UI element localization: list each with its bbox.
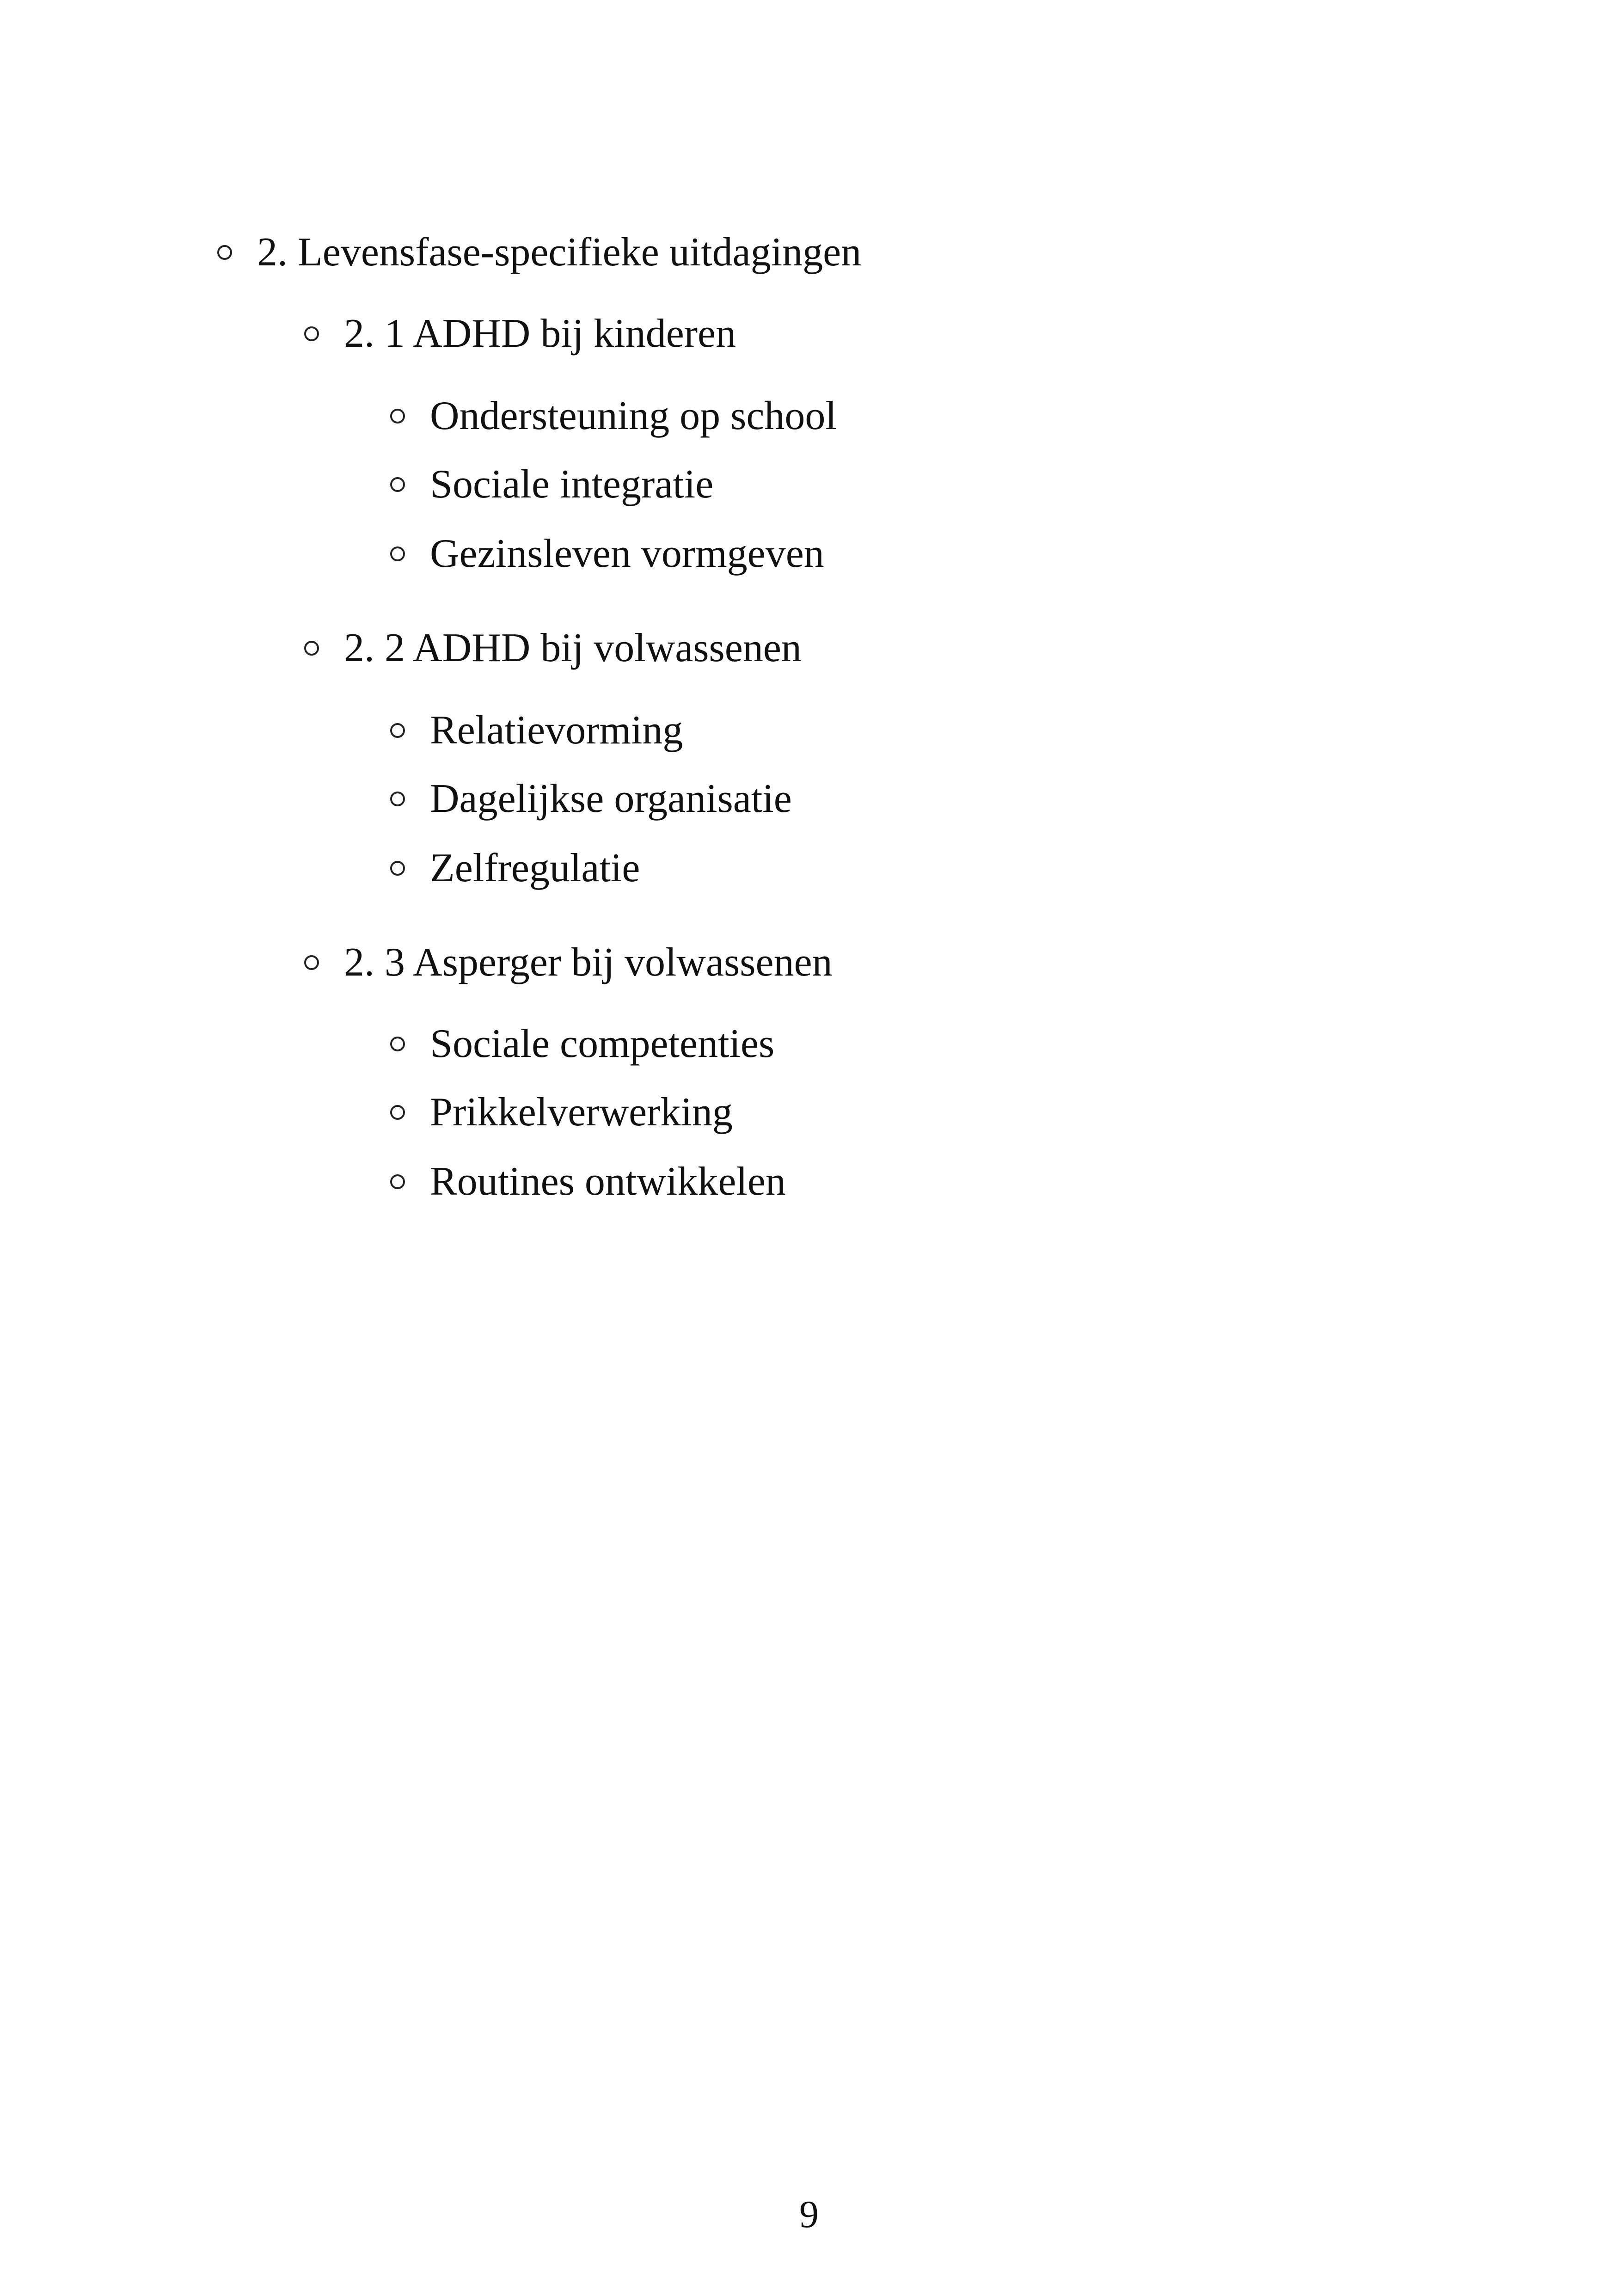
hollow-circle-icon: [390, 409, 405, 424]
hollow-circle-icon: [304, 326, 319, 341]
outline-item: [390, 848, 640, 889]
hollow-circle-icon: [390, 477, 405, 492]
hollow-circle-icon: [304, 955, 319, 970]
outline-item-label: Routines ontwikkelen: [430, 1159, 786, 1204]
outline-item: [390, 464, 713, 505]
subsection-title: 2. 1 ADHD bij kinderen: [344, 311, 736, 356]
section-title: 2. Levensfase-specifieke uitdagingen: [257, 230, 862, 275]
outline-item: [390, 1092, 733, 1133]
hollow-circle-icon: [390, 1174, 405, 1189]
outline-item: [390, 531, 824, 576]
subsection-title: 2. 3 Asperger bij volwassenen: [344, 940, 833, 985]
hollow-circle-icon: [390, 1105, 405, 1120]
outline-item-subsection: [304, 313, 736, 354]
outline-item-subsection: [304, 942, 833, 983]
outline-item: [390, 393, 837, 438]
outline-item-label: Sociale competenties: [430, 1021, 775, 1066]
subsection-title: 2. 2 ADHD bij volwassenen: [344, 626, 802, 670]
outline-item-subsection: [304, 628, 802, 669]
outline-item-section: [217, 232, 861, 273]
outline-item-label: Ondersteuning op school: [430, 393, 837, 438]
outline-item-label: Dagelijkse organisatie: [430, 776, 792, 821]
outline-item: [390, 710, 683, 751]
outline-item-label: Prikkelverwerking: [430, 1090, 733, 1135]
outline-item: [390, 1161, 786, 1202]
outline-item-label: Sociale integratie: [430, 462, 714, 507]
hollow-circle-icon: [217, 245, 232, 260]
hollow-circle-icon: [390, 1037, 405, 1051]
hollow-circle-icon: [390, 546, 405, 561]
outline-item-label: Relatievorming: [430, 708, 683, 753]
hollow-circle-icon: [304, 641, 319, 656]
outline-item: [390, 776, 792, 821]
hollow-circle-icon: [390, 723, 405, 738]
hollow-circle-icon: [390, 792, 405, 806]
page-number: 9: [799, 2193, 819, 2236]
outline-item-label: Zelfregulatie: [430, 846, 640, 890]
outline-item-label: Gezinsleven vormgeven: [430, 531, 824, 576]
outline-item: [390, 1021, 775, 1066]
hollow-circle-icon: [390, 861, 405, 876]
